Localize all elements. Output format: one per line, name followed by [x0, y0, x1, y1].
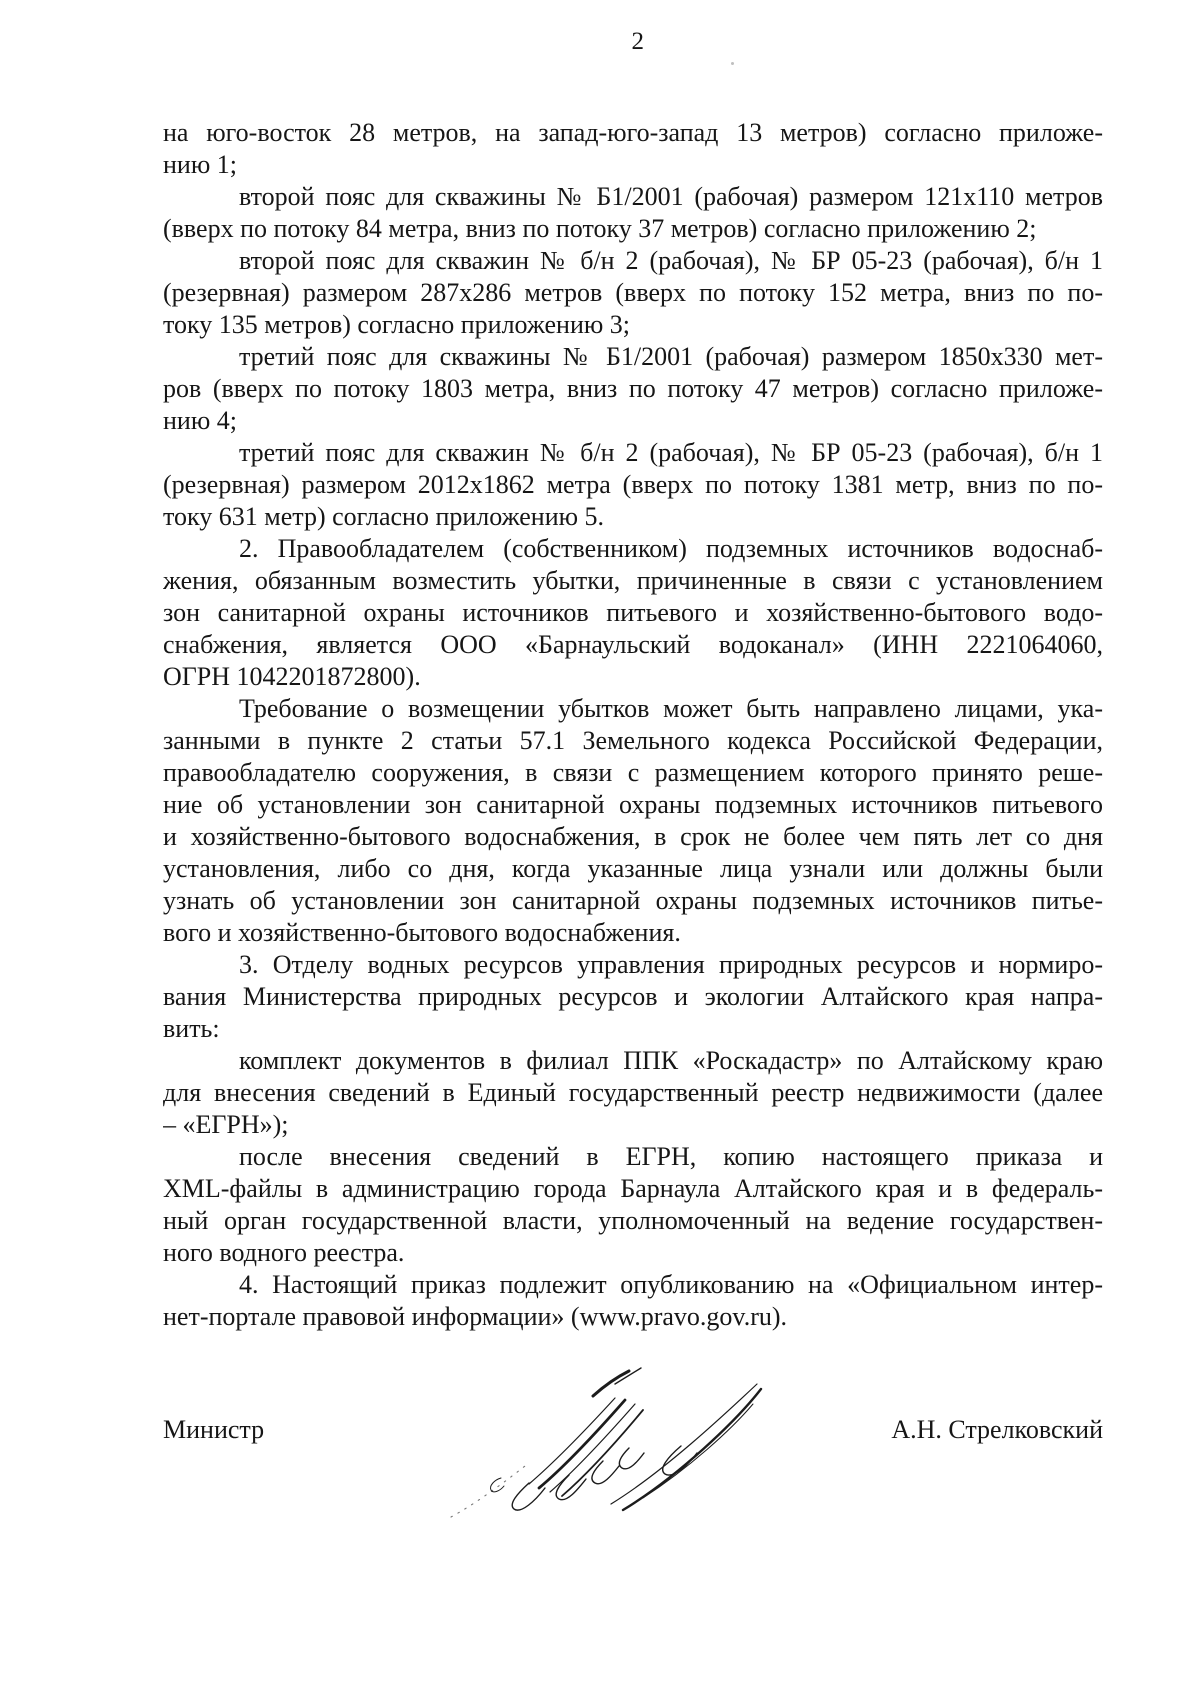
text-line: вить:	[163, 1014, 220, 1043]
text-line: узнать об установлении зон санитарной охраны подземных источников питье-	[163, 886, 1103, 915]
text-line: правообладателю сооружения, в связи с размещением которого принято реше-	[163, 758, 1103, 787]
signature-icon	[445, 1362, 765, 1532]
text-line: XML-файлы в администрацию города Барнаула Алтайского края и в федераль-	[163, 1174, 1103, 1203]
text-line: вания Министерства природных ресурсов и экологии Алтайского края напра-	[163, 982, 1103, 1011]
signer-name: А.Н. Стрелковский	[891, 1415, 1103, 1444]
signature-block	[163, 1414, 1103, 1446]
text-line: после внесения сведений в ЕГРН, копию настоящего приказа и	[239, 1142, 1103, 1171]
text-line: 3. Отделу водных ресурсов управления природных ресурсов и нормиро-	[239, 950, 1103, 979]
text-line: ров (вверх по потоку 1803 метра, вниз по потоку 47 метров) согласно приложе-	[163, 374, 1103, 403]
text-line: ОГРН 1042201872800).	[163, 662, 421, 691]
text-line: току 135 метров) согласно приложению 3;	[163, 310, 631, 339]
text-line: снабжения, является ООО «Барнаульский водоканал» (ИНН 2221064060,	[163, 630, 1103, 659]
text-line: вого и хозяйственно-бытового водоснабжения.	[163, 918, 681, 947]
text-line: Требование о возмещении убытков может быть направлено лицами, ука-	[239, 694, 1103, 723]
text-line: на юго-восток 28 метров, на запад-юго-запад 13 метров) согласно приложе-	[163, 118, 1103, 147]
scan-speck	[731, 62, 734, 65]
text-line: зон санитарной охраны источников питьевого и хозяйственно-бытового водо-	[163, 598, 1103, 627]
text-line: занными в пункте 2 статьи 57.1 Земельного кодекса Российской Федерации,	[163, 726, 1103, 755]
text-line: 2. Правообладателем (собственником) подземных источников водоснаб-	[239, 534, 1103, 563]
document-body	[163, 117, 1103, 1333]
text-line: (вверх по потоку 84 метра, вниз по потоку 37 метров) согласно приложению 2;	[163, 214, 1037, 243]
signer-role: Министр	[163, 1415, 265, 1444]
text-line: комплект документов в филиал ППК «Роскадастр» по Алтайскому краю	[239, 1046, 1103, 1075]
page-number: 2	[631, 28, 645, 55]
text-line: нет-портале правовой информации» (www.pravo.gov.ru).	[163, 1302, 788, 1331]
text-line: для внесения сведений в Единый государственный реестр недвижимости (далее	[163, 1078, 1103, 1107]
text-line: 4. Настоящий приказ подлежит опубликованию на «Официальном интер-	[239, 1270, 1103, 1299]
text-line: (резервная) размером 2012х1862 метра (вверх по потоку 1381 метр, вниз по по-	[163, 470, 1103, 499]
text-line: ный орган государственной власти, уполномоченный на ведение государствен-	[163, 1206, 1103, 1235]
text-line: ние об установлении зон санитарной охраны подземных источников питьевого	[163, 790, 1103, 819]
text-line: третий пояс для скважины № Б1/2001 (рабочая) размером 1850х330 мет-	[239, 342, 1103, 371]
text-line: и хозяйственно-бытового водоснабжения, в срок не более чем пять лет со дня	[163, 822, 1103, 851]
text-line: второй пояс для скважины № Б1/2001 (рабочая) размером 121х110 метров	[239, 182, 1103, 211]
text-line: ного водного реестра.	[163, 1238, 405, 1267]
text-line: – «ЕГРН»);	[163, 1110, 289, 1139]
text-line: нию 1;	[163, 150, 237, 179]
text-line: второй пояс для скважин № б/н 2 (рабочая), № БР 05-23 (рабочая), б/н 1	[239, 246, 1103, 275]
text-line: третий пояс для скважин № б/н 2 (рабочая), № БР 05-23 (рабочая), б/н 1	[239, 438, 1103, 467]
text-line: (резервная) размером 287х286 метров (вверх по потоку 152 метра, вниз по по-	[163, 278, 1103, 307]
text-line: нию 4;	[163, 406, 237, 435]
text-line: току 631 метр) согласно приложению 5.	[163, 502, 605, 531]
text-line: установления, либо со дня, когда указанные лица узнали или должны были	[163, 854, 1103, 883]
text-line: жения, обязанным возместить убытки, причиненные в связи с установлением	[163, 566, 1103, 595]
